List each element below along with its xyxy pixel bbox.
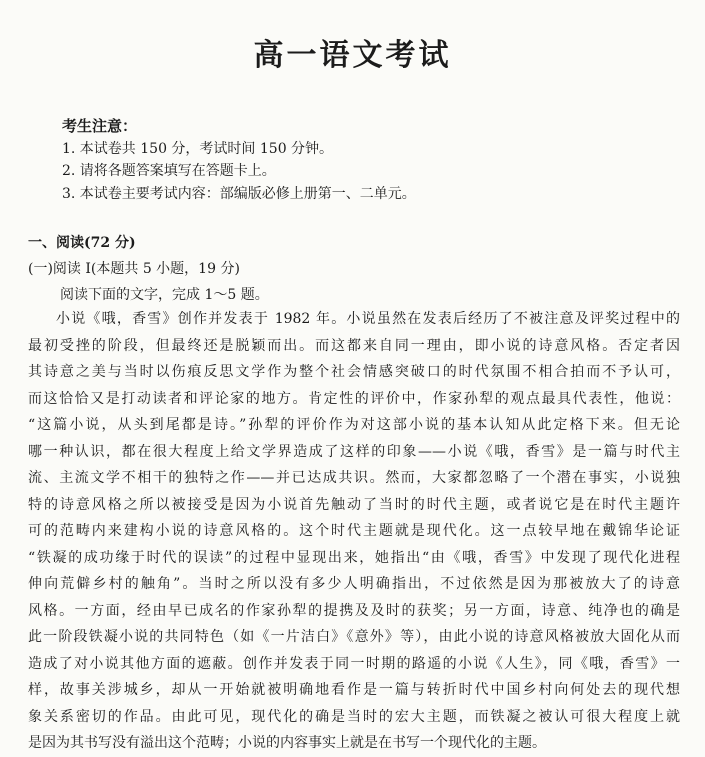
passage-line: 而这恰恰又是打动读者和评论家的地方。肯定性的评价中，作家孙犁的观点最具代表性，他说： [28,390,680,407]
passage-line: 特的诗意风格之所以被接受是因为小说首先触动了当时的时代主题，或者说它是在时代主题许 [28,496,680,513]
passage-line: 最初受挫的阶段，但最终还是脱颖而出。而这都来自同一理由，即小说的诗意风格。否定者因 [28,337,680,354]
page-title: 高一语文考试 [253,38,452,73]
passage-line: 哪一种认识，都在很大程度上给文学界造成了这样的印象——小说《哦，香雪》是一篇与时代主 [28,443,680,460]
candidate-notice [62,115,622,205]
notice-item: 2. 请将各题答案填写在答题卡上。 [62,163,276,179]
passage-line: 其诗意之美与当时以伤痕反思文学作为整个社会情感突破口的时代氛围不相合拍而不予认可， [28,364,680,380]
passage-line: 造成了对小说其他方面的遮蔽。创作并发表于同一时期的路遥的小说《人生》，同《哦，香雪》一 [28,655,680,672]
reading-instruction: 阅读下面的文字，完成 1～5 题。 [60,287,269,303]
passage-line: “铁凝的成功缘于时代的误读”的过程中显现出来，她指出“由《哦，香雪》中发现了现代化进程 [28,549,680,566]
passage-line: 流、主流文学不相干的独特之作——并已达成共识。然而，大家都忽略了一个潜在事实，小说独 [28,470,680,486]
subsection-heading: (一)阅读 Ⅰ(本题共 5 小题，19 分) [28,261,240,277]
passage-line: 可的范畴内来建构小说的诗意风格的。这个时代主题就是现代化。这一点较早地在戴锦华论证 [28,523,680,539]
notice-item: 3. 本试卷主要考试内容：部编版必修上册第一、二单元。 [62,185,416,202]
passage-line: 此一阶段铁凝小说的共同特色（如《一片洁白》《意外》等），由此小说的诗意风格被放大固化从而 [28,629,680,645]
notice-heading: 考生注意： [62,117,138,135]
passage-line: 伸向荒僻乡村的触角”。当时之所以没有多少人明确指出，不过依然是因为那被放大了的诗意 [28,576,680,592]
passage-line: 象关系密切的作品。由此可见，现代化的确是当时的宏大主题，而铁凝之被认可很大程度上就 [28,708,680,725]
notice-item: 1. 本试卷共 150 分，考试时间 150 分钟。 [62,140,334,157]
passage-line: 小说《哦，香雪》创作并发表于 1982 年。小说虽然在发表后经历了不被注意及评奖过程中的 [56,311,680,327]
section-heading: 一、阅读(72 分) [28,235,136,251]
passage-line: “这篇小说，从头到尾都是诗。”孙犁的评价作为对这部小说的基本认知从此定格下来。但无论 [28,417,680,433]
passage-line: 是因为其书写没有溢出这个范畴；小说的内容事实上就是在书写一个现代化的主题。 [28,735,546,751]
passage-line: 风格。一方面，经由早已成名的作家孙犁的提携及及时的获奖；另一方面，诗意、纯净也的确是 [28,602,680,619]
passage-line: 样，故事关涉城乡，却从一开始就被明确地看作是一篇与转折时代中国乡村向何处去的现代想 [28,682,680,698]
reading-passage [28,306,680,757]
